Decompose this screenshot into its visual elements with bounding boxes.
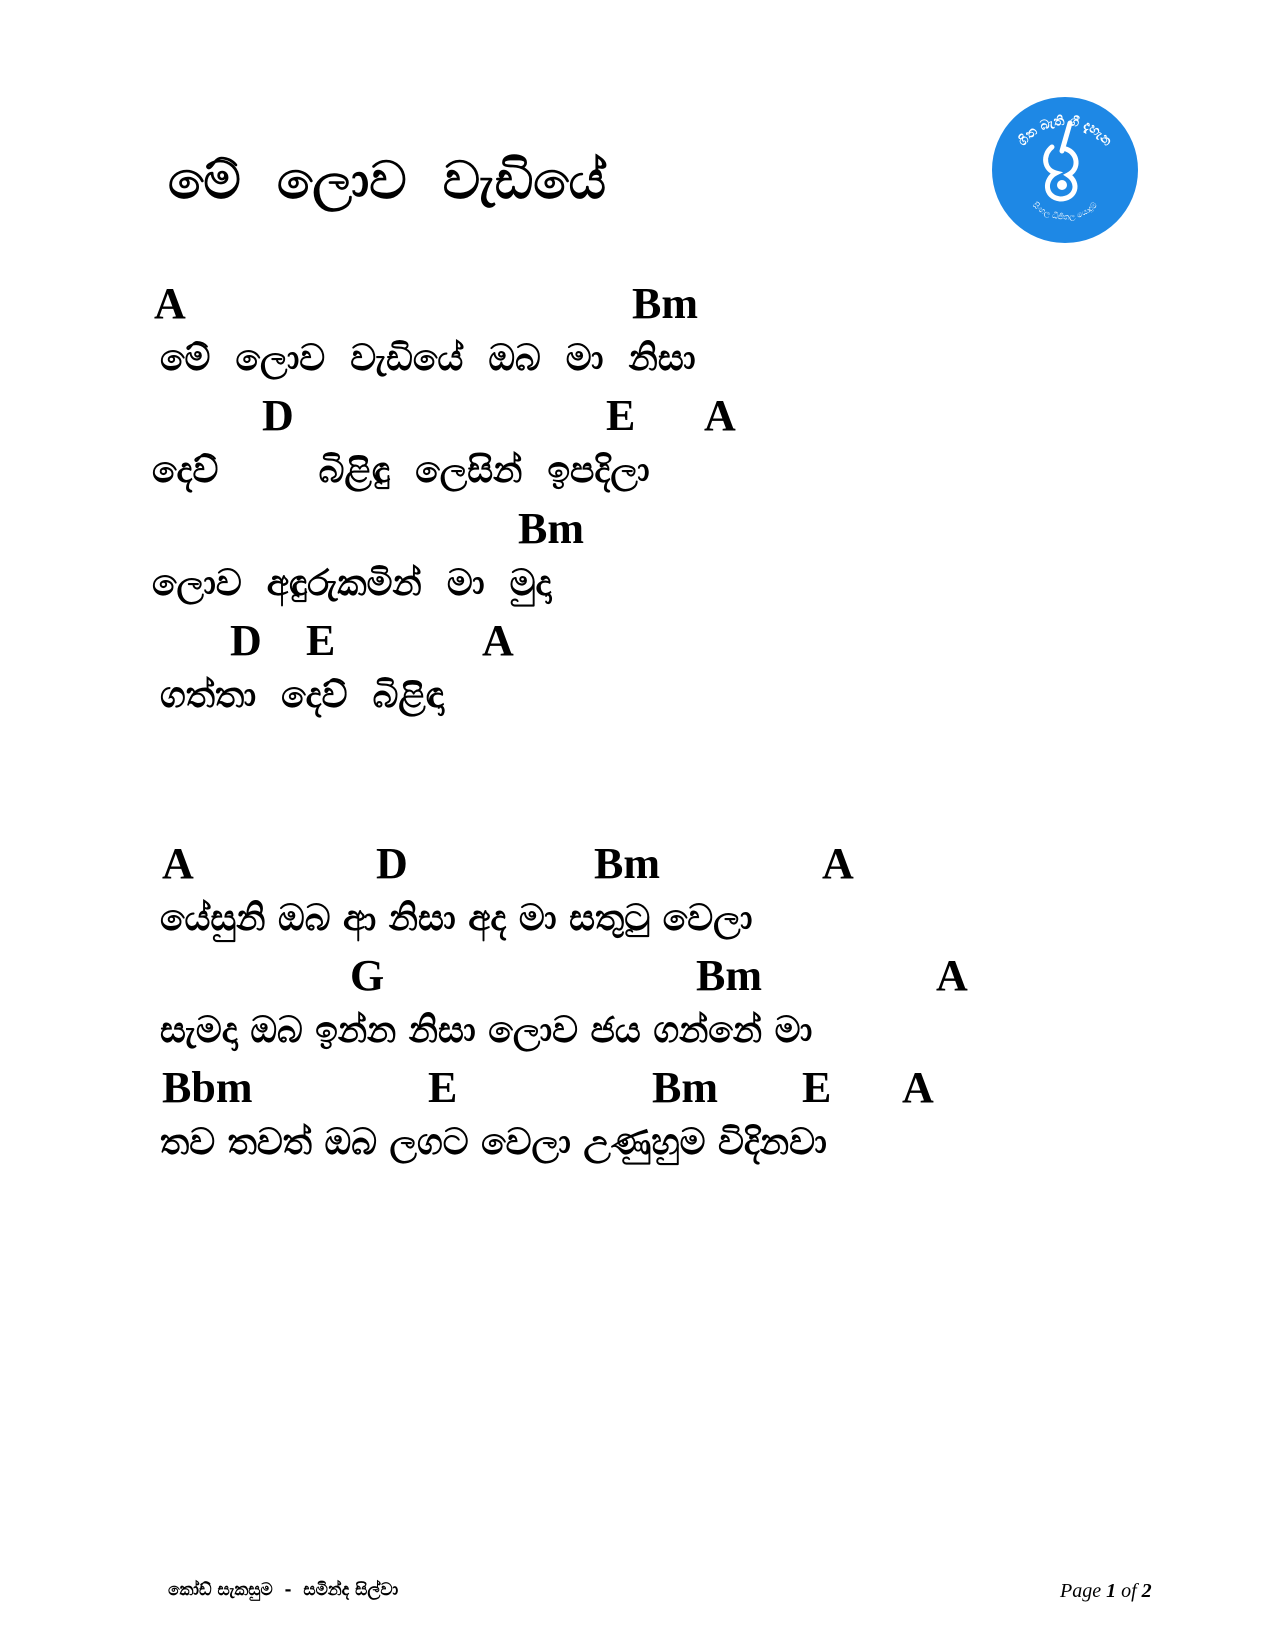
chord: D: [230, 616, 262, 665]
chord: Bm: [632, 279, 698, 328]
logo-arc-top: ගිත බැති ගී දැහැන: [1015, 113, 1115, 150]
chord: Bm: [594, 839, 660, 888]
chord: E: [802, 1063, 832, 1112]
chord: A: [822, 839, 854, 888]
page-current: 1: [1106, 1580, 1117, 1602]
chord: Bm: [518, 504, 584, 553]
chord: D: [262, 391, 294, 440]
chord: Bm: [696, 951, 762, 1000]
chord: E: [606, 391, 636, 440]
page-total: 2: [1141, 1580, 1152, 1602]
chord: Bbm: [162, 1063, 253, 1112]
chord: A: [936, 951, 968, 1000]
lyric-line: ලොව අඳුරුකමින් මා මුදා: [152, 562, 552, 604]
footer-credit: කෝඩ් සැකසුම - සමින්ද සිල්වා: [168, 1580, 399, 1600]
chord: G: [350, 951, 385, 1000]
chord: Bm: [652, 1063, 718, 1112]
chord: A: [902, 1063, 934, 1112]
chord: E: [306, 616, 336, 665]
guitar-logo: [990, 95, 1140, 245]
lyric-line: මේ ලොව වැඩියේ ඔබ මා නිසා: [160, 337, 696, 379]
chord: A: [154, 279, 186, 328]
chord: A: [482, 616, 514, 665]
logo-arc-bottom: සිංහල ධිජිතල යොදුම්: [1031, 200, 1099, 222]
chord: A: [162, 839, 194, 888]
chord: E: [428, 1063, 458, 1112]
page-label: Page: [1060, 1580, 1102, 1602]
lyric-line: සැමදා ඔබ ඉන්න නිසා ලොව ජය ගන්නේ මා: [160, 1009, 813, 1051]
song-title: මේ ලොව වැඩියේ: [168, 150, 607, 211]
lyric-line: දෙව් බිළිඳු ලෙසින් ඉපදිලා: [152, 449, 650, 491]
chord: A: [704, 391, 736, 440]
lyric-line: තව තවත් ඔබ ලගට වෙලා උණුහුම විදිනවා: [160, 1121, 827, 1163]
lyric-line: ගත්තා දෙව් බිළිඳා: [160, 674, 445, 716]
lyric-line: යේසුනි ඔබ ආ නිසා අද මා සතුටු වෙලා: [160, 897, 753, 939]
page-number: [1060, 1580, 1152, 1603]
page-of-label: of: [1121, 1580, 1137, 1602]
chord: D: [376, 839, 408, 888]
